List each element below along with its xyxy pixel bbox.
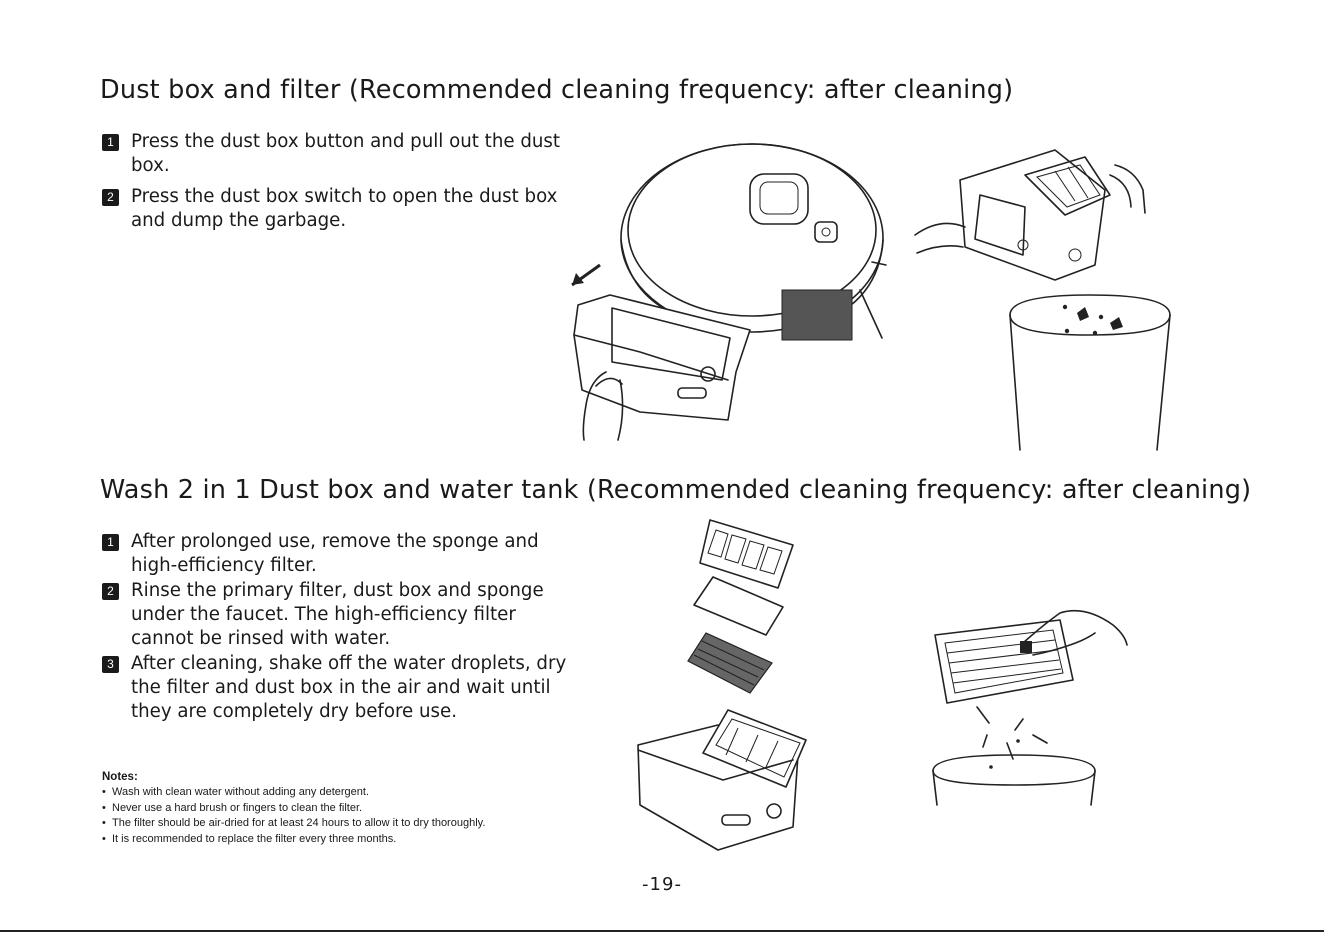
step-text: Press the dust box button and pull out the dust box. [131, 131, 560, 176]
notes-title: Notes: [102, 771, 138, 783]
dust-box-steps [102, 130, 572, 240]
step-item [102, 579, 572, 651]
step-text: After prolonged use, remove the sponge and high-efficiency filter. [131, 531, 539, 576]
filter-parts-illustration-icon [628, 515, 828, 860]
dust-box-trash-bin-illustration-icon [905, 135, 1175, 455]
step-item [102, 130, 572, 178]
robot-vacuum-illustration-icon [560, 140, 900, 455]
notes-list [102, 785, 485, 847]
step-text: After cleaning, shake off the water droplets, dry the filter and dust box in the air and wait until they are completely dry before use. [131, 653, 567, 722]
note-item: • Never use a hard brush or fingers to clean the filter. [102, 801, 485, 817]
note-item: • The filter should be air-dried for at least 24 hours to allow it to dry thoroughly. [102, 816, 485, 832]
page-number: -19- [642, 874, 682, 895]
footer-divider [0, 930, 1324, 932]
section-heading-wash: Wash 2 in 1 Dust box and water tank (Recommended cleaning frequency: after cleaning) [100, 475, 1252, 505]
tap-filter-over-bin-illustration-icon [925, 595, 1135, 810]
step-number-badge: 1 [102, 534, 119, 551]
step-item [102, 185, 572, 233]
step-number-badge: 1 [102, 134, 119, 151]
note-item: • It is recommended to replace the filter every three months. [102, 832, 485, 848]
wash-steps [102, 530, 572, 725]
step-item [102, 530, 572, 578]
note-item: • Wash with clean water without adding any detergent. [102, 785, 485, 801]
step-number-badge: 2 [102, 189, 119, 206]
step-text: Press the dust box switch to open the dust box and dump the garbage. [131, 186, 558, 231]
step-number-badge: 2 [102, 583, 119, 600]
step-text: Rinse the primary filter, dust box and sponge under the faucet. The high-efficiency filter cannot be rinsed with water. [131, 580, 544, 649]
step-number-badge: 3 [102, 656, 119, 673]
step-item [102, 652, 572, 724]
notes-block [102, 769, 485, 847]
section-heading-dust-box: Dust box and filter (Recommended cleaning frequency: after cleaning) [100, 75, 1014, 105]
